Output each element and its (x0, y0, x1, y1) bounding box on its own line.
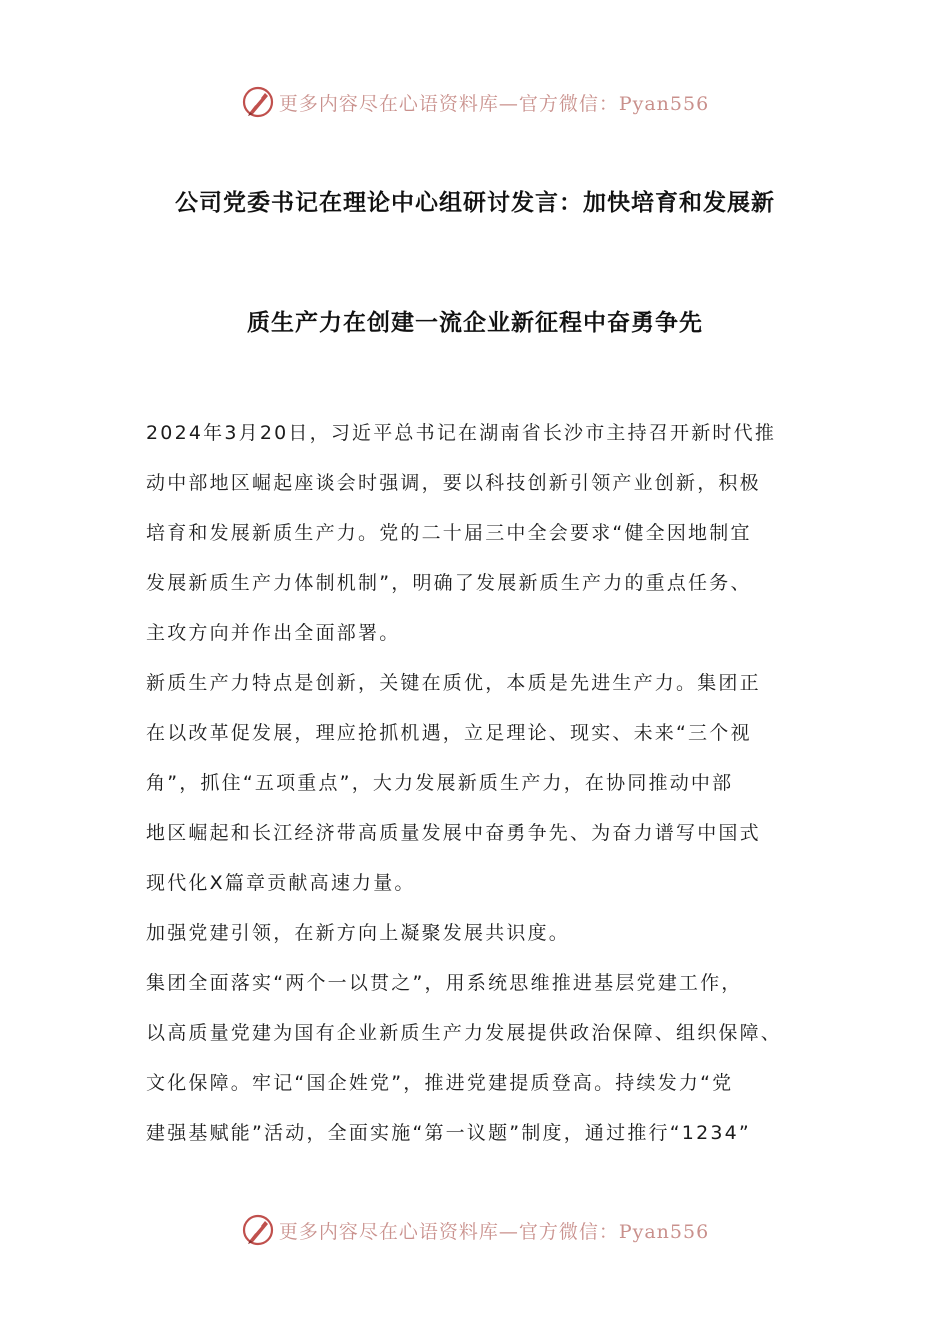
body-line: 2024年3月20日，习近平总书记在湖南省长沙市主持召开新时代推 (146, 422, 777, 444)
watermark-footer (0, 1210, 950, 1250)
body-line: 建强基赋能”活动，全面实施“第一议题”制度，通过推行“1234” (146, 1122, 751, 1144)
quill-pen-logo-icon (241, 1213, 275, 1247)
watermark-header (0, 82, 950, 122)
body-line: 动中部地区崛起座谈会时强调，要以科技创新引领产业创新，积极 (146, 472, 761, 494)
quill-pen-logo-icon (241, 85, 275, 119)
document-body (146, 415, 826, 1165)
body-line: 现代化X篇章贡献高速力量。 (146, 872, 416, 894)
body-line: 地区崛起和长江经济带高质量发展中奋勇争先、为奋力谱写中国式 (146, 822, 761, 844)
body-line: 加强党建引领，在新方向上凝聚发展共识度。 (146, 922, 571, 944)
body-line: 发展新质生产力体制机制”，明确了发展新质生产力的重点任务、 (146, 572, 752, 594)
body-line: 角”，抓住“五项重点”，大力发展新质生产力，在协同推动中部 (146, 772, 734, 794)
body-line: 以高质量党建为国有企业新质生产力发展提供政治保障、组织保障、 (146, 1022, 783, 1044)
body-line: 主攻方向并作出全面部署。 (146, 622, 401, 644)
watermark-text: 更多内容尽在心语资料库—官方微信：Pyan556 (278, 92, 710, 115)
document-title-line-2: 质生产力在创建一流企业新征程中奋勇争先 (247, 310, 703, 336)
document-title-line-1: 公司党委书记在理论中心组研讨发言：加快培育和发展新 (175, 190, 775, 216)
watermark-text: 更多内容尽在心语资料库—官方微信：Pyan556 (278, 1220, 710, 1243)
body-line: 培育和发展新质生产力。党的二十届三中全会要求“健全因地制宜 (146, 522, 752, 544)
body-line: 集团全面落实“两个一以贯之”，用系统思维推进基层党建工作， (146, 972, 743, 994)
body-line: 新质生产力特点是创新，关键在质优，本质是先进生产力。集团正 (146, 672, 761, 694)
body-line: 在以改革促发展，理应抢抓机遇，立足理论、现实、未来“三个视 (146, 722, 752, 744)
body-line: 文化保障。牢记“国企姓党”，推进党建提质登高。持续发力“党 (146, 1072, 734, 1094)
